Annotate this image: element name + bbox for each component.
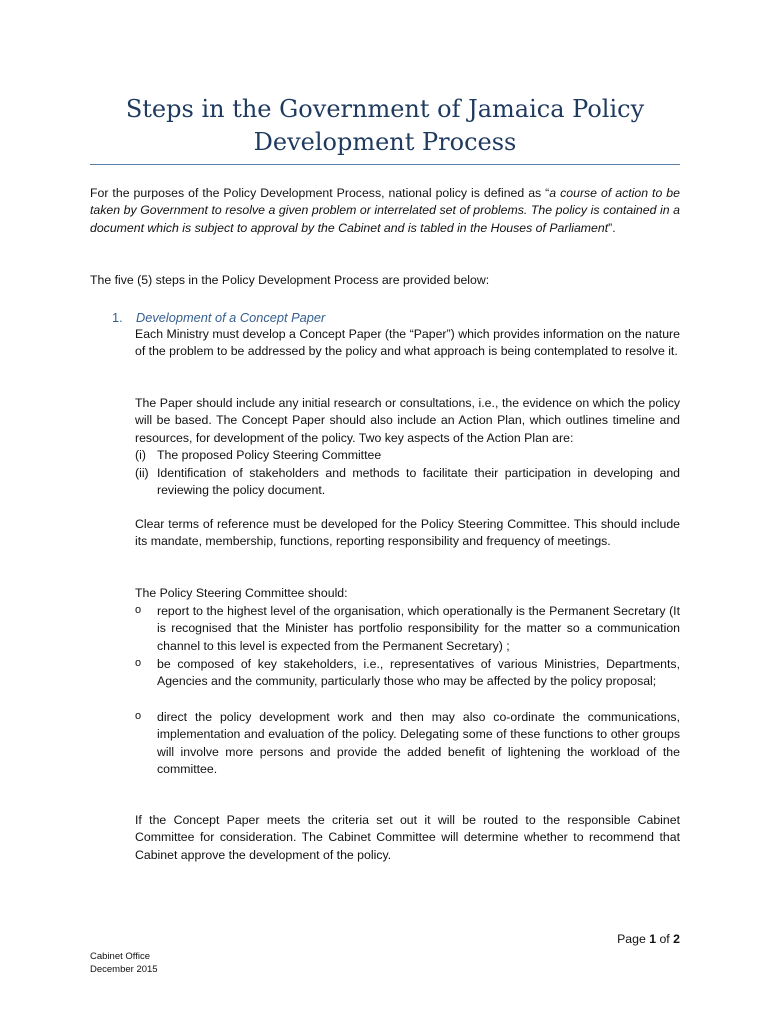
policy-definition: a course of action to be taken by Government to resolve a given problem or interrelated set of problems. The policy is contained in a document which is subject to approval by the Cabinet and is tabled in the Houses of Parliament (90, 186, 680, 235)
step-1-number: 1. (112, 310, 123, 325)
bullet-text: report to the highest level of the organisation, which operationally is the Permanent Secretary (It is recognised that the Minister has portfolio responsibility for the matter so a communication channel to this level is expected from the Permanent Secretary) ; (157, 604, 680, 653)
action-item (135, 465, 680, 500)
action-item-marker: (ii) (135, 466, 149, 480)
committee-bullet (135, 709, 680, 779)
step-1-paragraph-5: If the Concept Paper meets the criteria set out it will be routed to the responsible Cabinet Committee for consideration. The Cabinet Committee will determine whether to recommend that Cabinet approve the development of the policy. (135, 813, 680, 862)
bullet-text: direct the policy development work and then may also co-ordinate the communications, implementation and evaluation of the policy. Delegating some of these functions to other groups will involve more persons and provide the added benefit of lightening the workload of the committee. (157, 710, 680, 777)
step-1-paragraph-2: The Paper should include any initial research or consultations, i.e., the evidence on which the policy will be based. The Concept Paper should also include an Action Plan, which outlines timeline and resources, for development of the policy. Two key aspects of the Action Plan are: (135, 396, 680, 445)
step-1-paragraph-3: Clear terms of reference must be developed for the Policy Steering Committee. This should include its mandate, membership, functions, reporting responsibility and frequency of meetings. (135, 517, 680, 549)
intro-lead: For the purposes of the Policy Development Process, national policy is defined as “ (90, 186, 550, 200)
footer-office: Cabinet Office (90, 951, 151, 962)
action-item-text: Identification of stakeholders and methods to facilitate their participation in developing and reviewing the policy document. (157, 466, 680, 498)
page-of: of (659, 932, 670, 946)
page-current: 1 (649, 932, 657, 946)
footer (90, 950, 158, 976)
action-item (135, 447, 680, 464)
action-item-text: The proposed Policy Steering Committee (157, 448, 382, 462)
action-item-marker: (i) (135, 448, 146, 462)
page-title-line-2: Development Process (253, 128, 517, 156)
page-title (90, 93, 680, 159)
committee-bullet (135, 656, 680, 691)
committee-lead: The Policy Steering Committee should: (135, 586, 348, 600)
step-1-heading (112, 309, 672, 327)
step-1-title: Development of a Concept Paper (136, 310, 326, 325)
steps-intro: The five (5) steps in the Policy Development Process are provided below: (90, 273, 490, 287)
intro-tail: ”. (608, 220, 616, 235)
bullet-marker: o (135, 604, 142, 616)
bullet-marker: o (135, 710, 142, 722)
page-word: Page (617, 932, 646, 946)
title-divider (90, 164, 680, 165)
page-title-line-1: Steps in the Government of Jamaica Policy (125, 95, 645, 123)
footer-date: December 2015 (90, 964, 158, 975)
page-number (560, 931, 680, 948)
bullet-text: be composed of key stakeholders, i.e., representatives of various Ministries, Departments, Agencies and the community, particularly those who may be affected by the policy proposal; (157, 657, 680, 689)
bullet-marker: o (135, 657, 142, 669)
intro-paragraph (90, 185, 680, 237)
step-1-paragraph-1: Each Ministry must develop a Concept Paper (the “Paper”) which provides information on the nature of the problem to be addressed by the policy and what approach is being contemplated to resolve it. (135, 327, 680, 359)
page-total: 2 (673, 932, 680, 946)
committee-bullet (135, 603, 680, 655)
